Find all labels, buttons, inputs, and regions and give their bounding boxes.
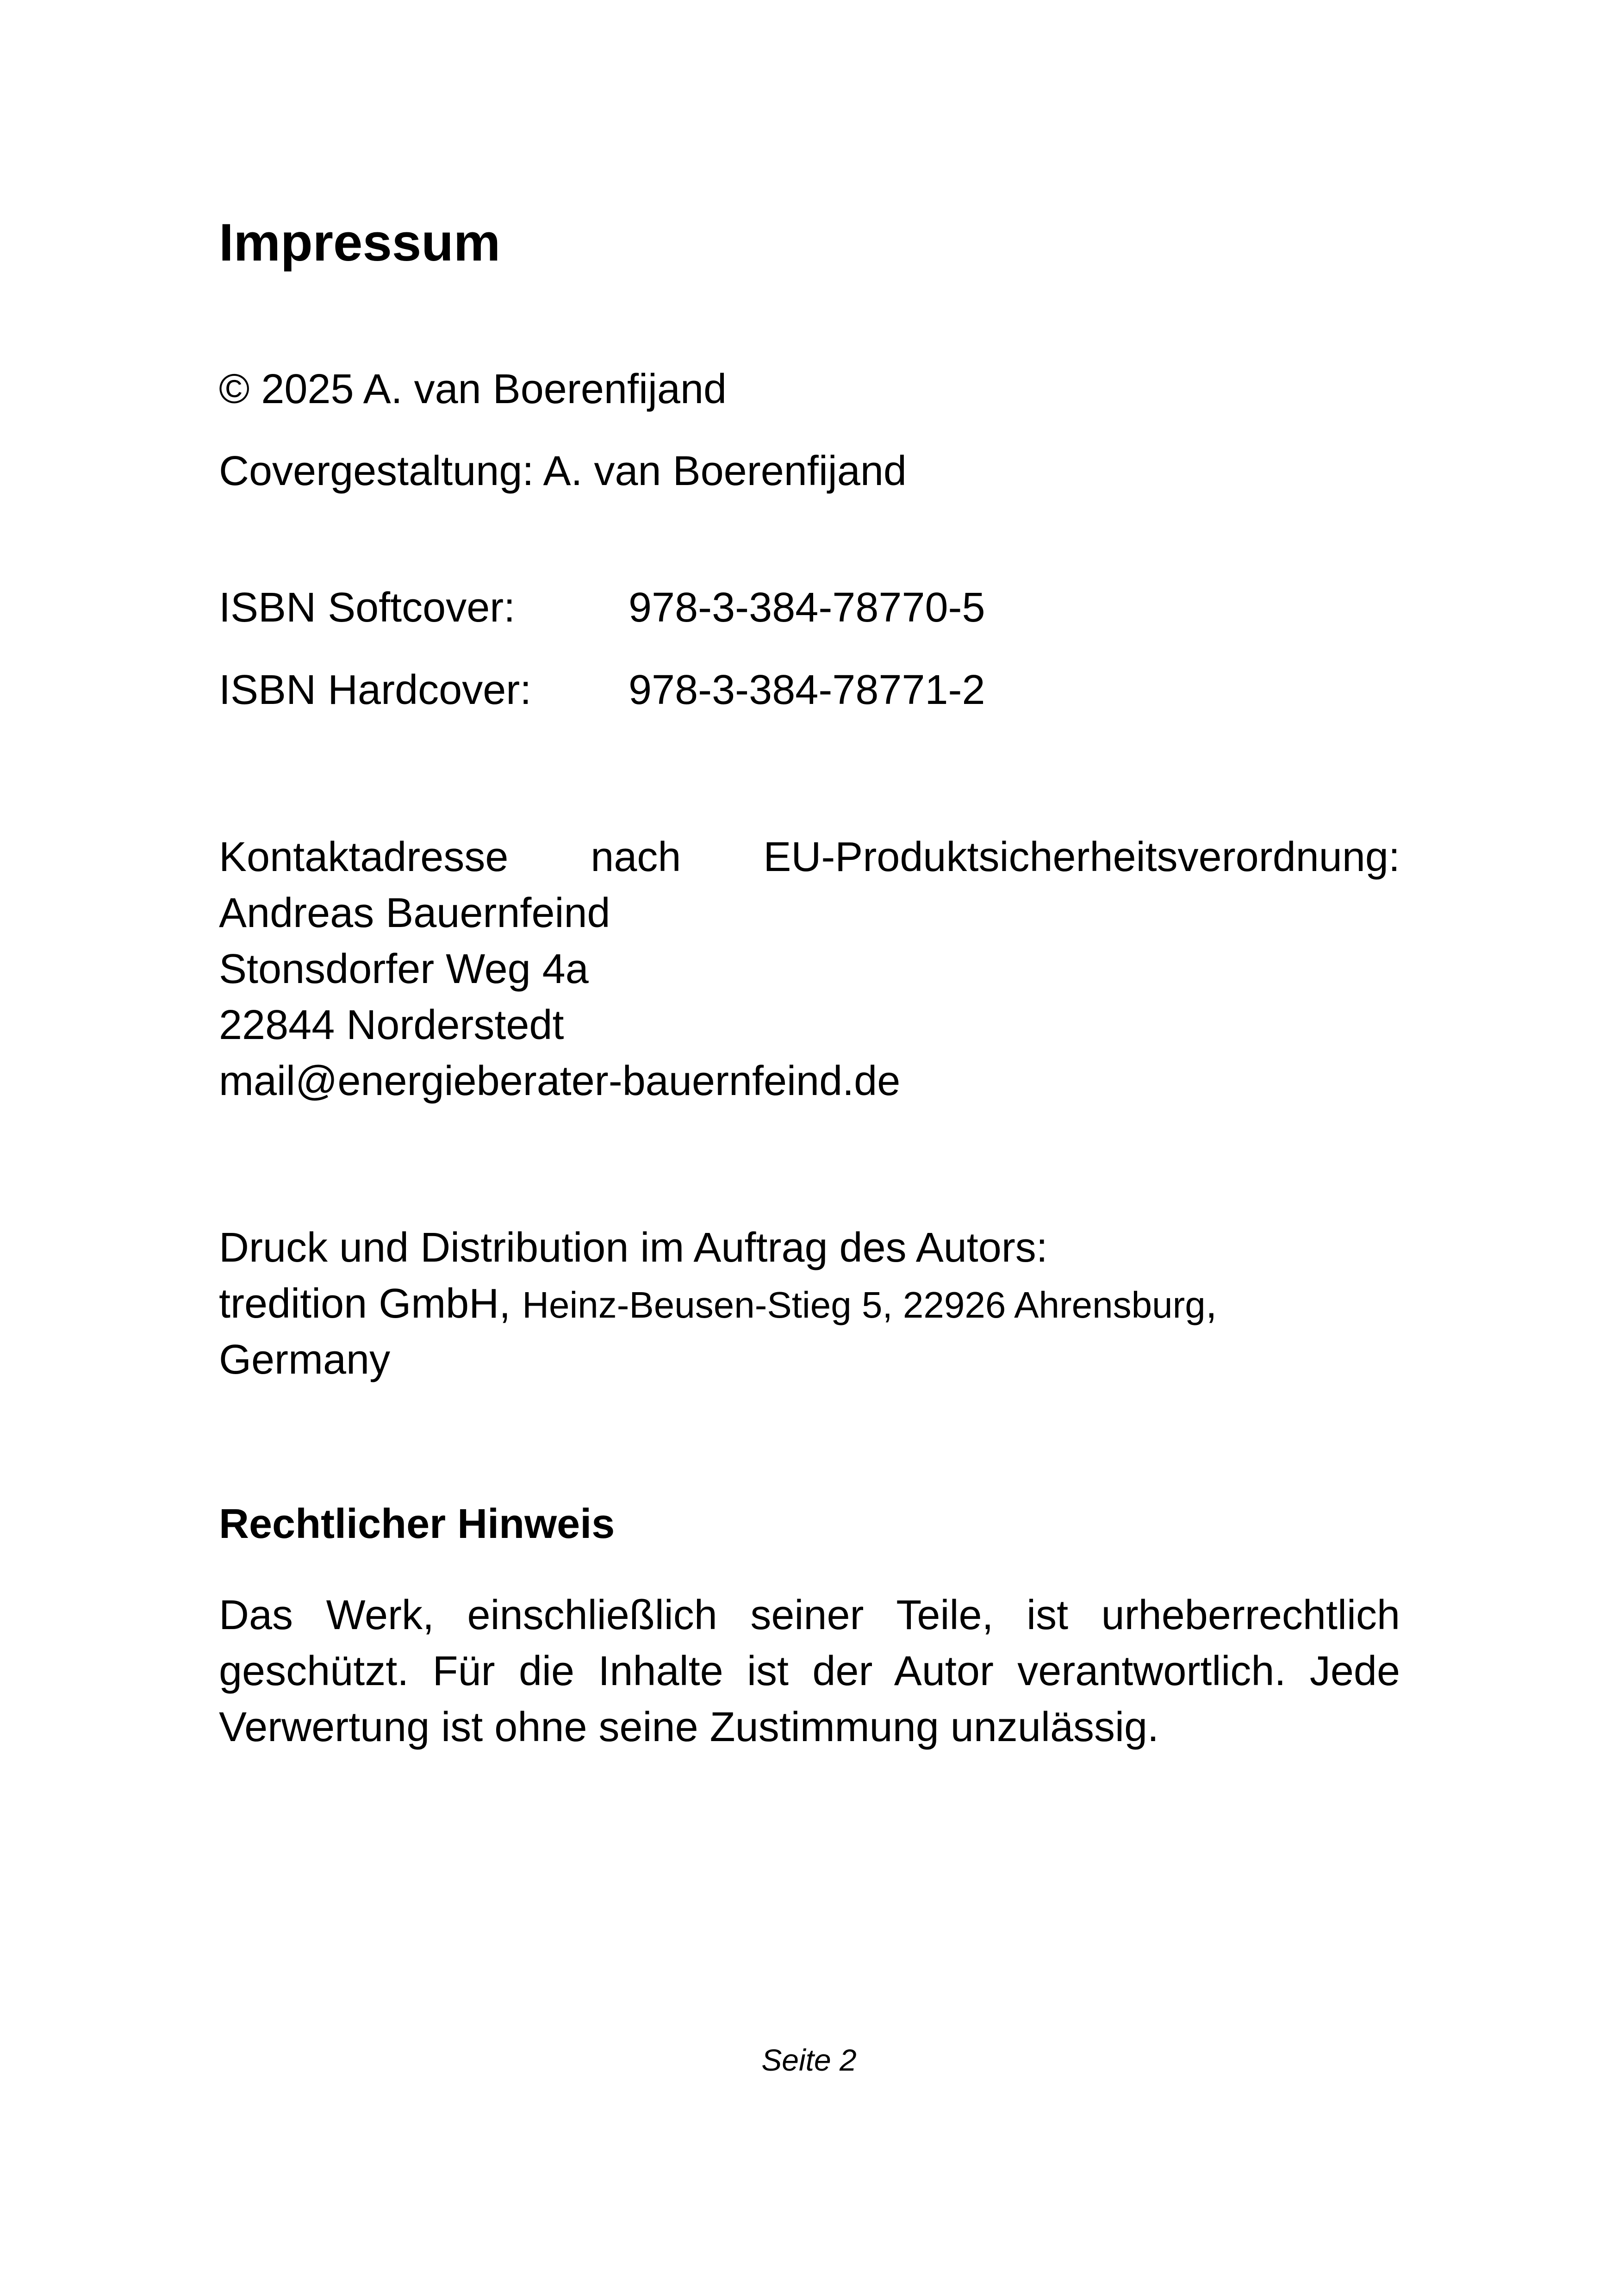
distribution-address: Heinz-Beusen-Stieg 5, 22926 Ahrensburg xyxy=(522,1284,1206,1325)
copyright-line: © 2025 A. van Boerenfijand xyxy=(219,366,727,412)
contact-city: 22844 Norderstedt xyxy=(219,1002,564,1048)
contact-heading xyxy=(219,836,1400,878)
contact-heading-word-3: EU-Produktsicherheitsverordnung: xyxy=(763,834,1400,880)
distribution-country: Germany xyxy=(219,1337,391,1383)
distribution-company: tredition GmbH, xyxy=(219,1281,511,1327)
contact-street: Stonsdorfer Weg 4a xyxy=(219,946,589,992)
isbn-hardcover-label: ISBN Hardcover: xyxy=(219,667,532,713)
contact-heading-word-2: nach xyxy=(591,834,681,880)
contact-heading-word-1: Kontaktadresse xyxy=(219,834,509,880)
cover-credit-line: Covergestaltung: A. van Boerenfijand xyxy=(219,448,907,494)
distribution-comma: , xyxy=(1205,1281,1217,1327)
distribution-heading: Druck und Distribution im Auftrag des Autors: xyxy=(219,1225,1048,1271)
contact-name: Andreas Bauernfeind xyxy=(219,890,610,936)
contact-email: mail@energieberater-bauernfeind.de xyxy=(219,1058,901,1104)
page-number: Seite 2 xyxy=(761,2043,857,2077)
isbn-softcover-value: 978-3-384-78770-5 xyxy=(629,585,985,631)
distribution-company-line xyxy=(219,1283,1217,1325)
isbn-softcover-label: ISBN Softcover: xyxy=(219,585,516,631)
legal-text: Das Werk, einschließlich seiner Teile, ist urheberrechtlich geschützt. Für die Inhalte ist der Autor verantwortlich. Jede Verwertung ist ohne seine Zustimmung unzulässig. xyxy=(219,1592,1400,1750)
legal-heading: Rechtlicher Hinweis xyxy=(219,1501,615,1547)
page-title: Impressum xyxy=(219,213,501,272)
isbn-hardcover-value: 978-3-384-78771-2 xyxy=(629,667,985,713)
